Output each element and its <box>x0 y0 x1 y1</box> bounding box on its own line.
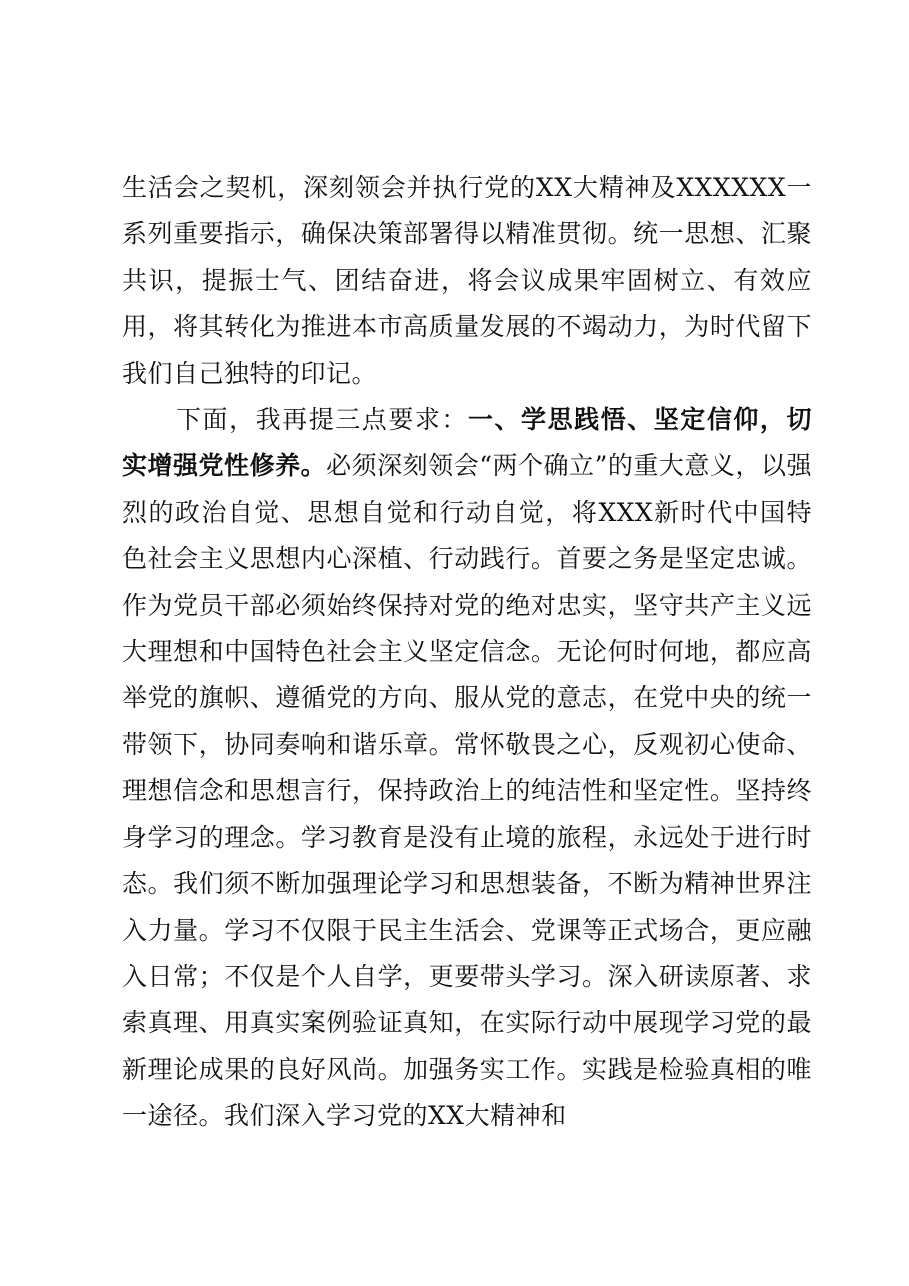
section-heading-1: 一、学思践悟、坚定信仰，切实增强党性修养。 <box>122 405 812 481</box>
paragraph-2-body: 必须深刻领会“两个确立”的重大意义，以强烈的政治自觉、思想自觉和行动自觉，将XXX新时代中国特色社会主义思想内心深植、行动践行。首要之务是坚定忠诚。作为党员干部必须始终保持对党的绝对忠实，坚守共产主义远大理想和中国特色社会主义坚定信念。无论何时何地，都应高举党的旗帜、遵循党的方向、服从党的意志，在党中央的统一带领下，协同奏响和谐乐章。常怀敬畏之心，反观初心使命、理想信念和思想言行，保持政治上的纯洁性和坚定性。坚持终身学习的理念。学习教育是没有止境的旅程，永远处于进行时态。我们须不断加强理论学习和思想装备，不断为精神世界注入力量。学习不仅限于民主生活会、党课等正式场合，更应融入日常；不仅是个人自学，更要带头学习。深入研读原著、求索真理、用真实案例验证真知，在实际行动中展现学习党的最新理论成果的良好风尚。加强务实工作。实践是检验真相的唯一途径。我们深入学习党的XX大精神和 <box>122 451 812 1131</box>
paragraph-1: 生活会之契机，深刻领会并执行党的XX大精神及XXXXXX一系列重要指示，确保决策部署得以精准贯彻。统一思想、汇聚共识，提振士气、团结奋进，将会议成果牢固树立、有效应用，将其转化为推进本市高质量发展的不竭动力，为时代留下我们自己独特的印记。 <box>122 173 812 388</box>
paragraph-2 <box>122 397 812 1140</box>
document-body <box>122 165 812 1140</box>
paragraph-2-lead: 下面，我再提三点要求： <box>176 405 468 435</box>
